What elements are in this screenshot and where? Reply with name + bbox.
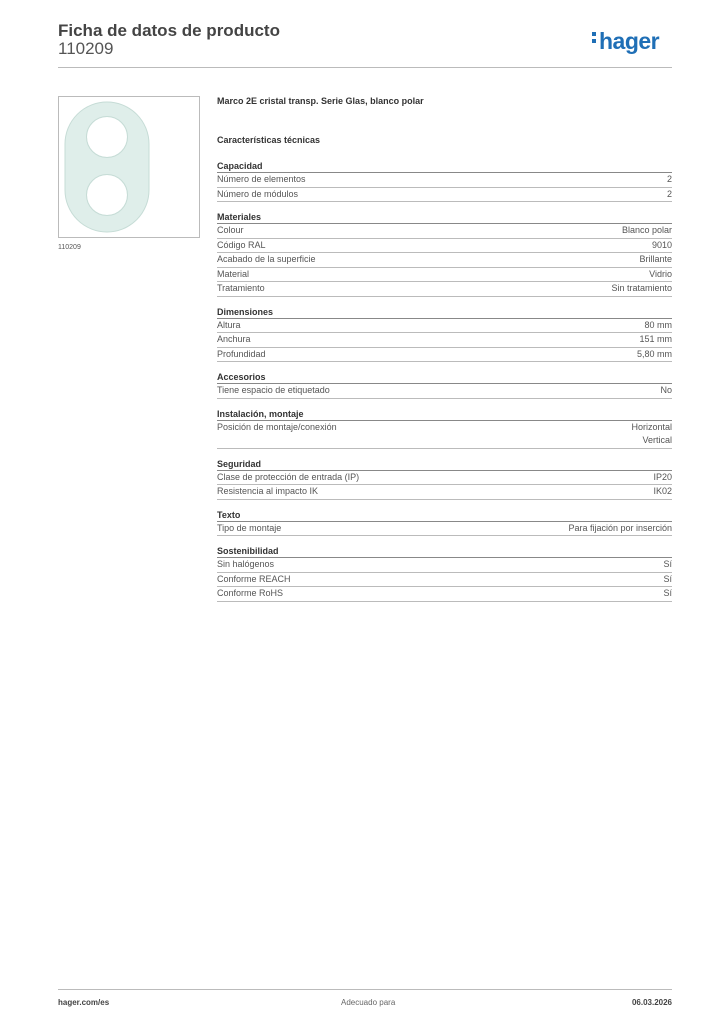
- spec-value: No: [660, 385, 672, 395]
- header-divider: [58, 67, 672, 68]
- spec-label: Número de módulos: [217, 188, 299, 199]
- footer-date: 06.03.2026: [631, 998, 672, 1007]
- tech-characteristics-title: Características técnicas: [217, 135, 321, 145]
- footer-website[interactable]: hager.com/es: [58, 998, 110, 1007]
- spec-label: Anchura: [217, 334, 251, 344]
- spec-row: [217, 253, 672, 268]
- spec-row: [217, 319, 672, 334]
- spec-value: Vidrio: [649, 268, 672, 279]
- spec-label: Profundidad: [217, 348, 266, 359]
- spec-value: Sí: [663, 559, 672, 569]
- product-title: Marco 2E cristal transp. Serie Glas, blanco polar: [217, 96, 424, 106]
- section-heading: Instalación, montaje: [217, 408, 672, 421]
- section-heading: Dimensiones: [217, 306, 672, 319]
- spec-label: Colour: [217, 225, 244, 235]
- spec-section: [217, 458, 672, 500]
- spec-value: IK02: [653, 486, 672, 496]
- spec-value: Sí: [663, 588, 672, 598]
- spec-row: [217, 471, 672, 486]
- section-heading: Materiales: [217, 211, 672, 224]
- spec-row: [217, 522, 672, 537]
- spec-row: [217, 333, 672, 348]
- spec-row: [217, 421, 672, 449]
- section-heading: Accesorios: [217, 371, 672, 384]
- spec-sections: [217, 160, 672, 602]
- spec-value: 2: [666, 188, 672, 199]
- spec-section: [217, 545, 672, 602]
- spec-value: 151 mm: [639, 334, 672, 344]
- spec-label: Código RAL: [217, 239, 266, 250]
- spec-value: 80 mm: [644, 319, 672, 330]
- spec-row: [217, 573, 672, 588]
- spec-value: Sin tratamiento: [611, 283, 672, 293]
- spec-row: [217, 558, 672, 573]
- footer-divider: [58, 989, 672, 990]
- spec-section: [217, 408, 672, 449]
- spec-value: [631, 421, 672, 448]
- spec-row: [217, 268, 672, 283]
- spec-row: [217, 348, 672, 363]
- spec-value: IP20: [653, 471, 672, 482]
- spec-label: Altura: [217, 319, 241, 330]
- spec-value: 5,80 mm: [636, 348, 672, 359]
- spec-value-line: Vertical: [642, 435, 672, 445]
- section-heading: Sostenibilidad: [217, 545, 672, 558]
- spec-content: [217, 96, 672, 611]
- logo-text: hager: [599, 28, 660, 54]
- spec-row: [217, 173, 672, 188]
- spec-label: Sin halógenos: [217, 559, 275, 569]
- spec-row: [217, 188, 672, 203]
- spec-label: Tiene espacio de etiquetado: [217, 385, 330, 395]
- page-title: Ficha de datos de producto: [58, 21, 280, 40]
- spec-label: Tratamiento: [217, 283, 265, 293]
- spec-value-line: Horizontal: [631, 421, 672, 432]
- spec-row: [217, 384, 672, 399]
- spec-value: Para fijación por inserción: [568, 522, 672, 533]
- spec-section: [217, 160, 672, 202]
- product-code: 110209: [58, 39, 114, 58]
- spec-row: [217, 485, 672, 500]
- spec-section: [217, 211, 672, 297]
- spec-section: [217, 371, 672, 399]
- spec-section: [217, 306, 672, 363]
- spec-label: Tipo de montaje: [217, 522, 282, 533]
- spec-value: Brillante: [639, 254, 672, 264]
- section-heading: Seguridad: [217, 458, 672, 471]
- spec-label: Conforme RoHS: [217, 588, 284, 598]
- spec-value: Sí: [663, 573, 672, 584]
- spec-label: Posición de montaje/conexión: [217, 421, 337, 432]
- product-image: [58, 96, 200, 238]
- spec-label: Acabado de la superficie: [217, 254, 316, 264]
- spec-label: Material: [217, 268, 250, 279]
- section-heading: Capacidad: [217, 160, 672, 173]
- spec-value: 9010: [651, 239, 672, 250]
- spec-label: Conforme REACH: [217, 573, 291, 584]
- spec-label: Número de elementos: [217, 174, 306, 184]
- glass-frame-icon: [59, 97, 199, 237]
- hager-logo: [592, 28, 659, 55]
- spec-label: Clase de protección de entrada (IP): [217, 471, 360, 482]
- image-caption: 110209: [58, 244, 81, 251]
- spec-row: [217, 587, 672, 602]
- logo-dots-icon: [592, 32, 597, 46]
- spec-row: [217, 224, 672, 239]
- spec-row: [217, 282, 672, 297]
- spec-value: Blanco polar: [621, 225, 672, 235]
- section-heading: Texto: [217, 509, 672, 522]
- spec-row: [217, 239, 672, 254]
- spec-value: 2: [666, 174, 672, 184]
- spec-section: [217, 509, 672, 537]
- spec-label: Resistencia al impacto IK: [217, 486, 319, 496]
- footer-suitable-for: Adecuado para: [341, 998, 396, 1007]
